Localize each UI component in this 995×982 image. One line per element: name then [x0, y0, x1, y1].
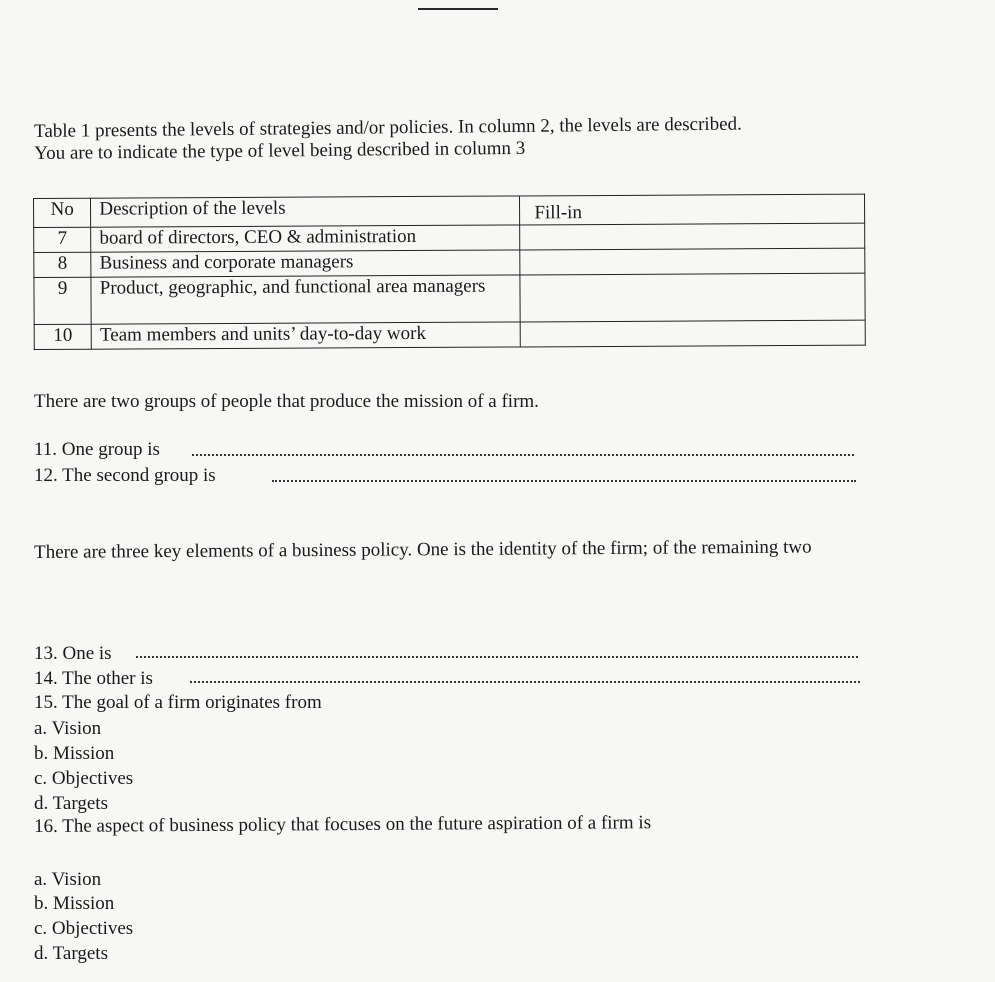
row-no: 7 — [34, 227, 91, 252]
row-no: 10 — [34, 324, 91, 349]
header-fill-in — [520, 194, 865, 225]
q16-option-b[interactable]: b. Mission — [34, 893, 115, 914]
question-11-label: 11. One group is — [34, 439, 160, 460]
table-header-row — [34, 194, 865, 227]
row-no: 9 — [34, 277, 92, 324]
header-description: Description of the levels — [91, 196, 520, 227]
table-row — [34, 273, 865, 324]
row-fill-in-cell[interactable] — [520, 223, 865, 250]
row-fill-in-cell[interactable] — [520, 320, 865, 347]
mission-statement: There are two groups of people that produce the mission of a firm. — [34, 391, 539, 412]
policy-paragraph: There are three key elements of a business policy. One is the identity of the firm; of the remaining two — [34, 536, 812, 563]
row-no: 8 — [34, 252, 91, 277]
q16-option-c[interactable]: c. Objectives — [34, 918, 134, 939]
row-description: Business and corporate managers — [91, 250, 520, 277]
q15-option-a[interactable]: a. Vision — [34, 718, 102, 739]
q15-option-c[interactable]: c. Objectives — [34, 768, 134, 789]
levels-table — [33, 194, 866, 350]
question-12-answer-line[interactable] — [272, 476, 856, 482]
intro-line-1: Table 1 presents the levels of strategies and/or policies. In column 2, the levels are described. — [34, 113, 742, 142]
q16-option-a[interactable]: a. Vision — [34, 869, 102, 890]
question-11-answer-line[interactable] — [192, 450, 854, 456]
question-12-label: 12. The second group is — [34, 465, 216, 486]
question-13-answer-line[interactable] — [136, 652, 858, 658]
row-description: Product, geographic, and functional area managers — [91, 275, 520, 324]
intro-line-2: You are to indicate the type of level being described in column 3 — [34, 137, 526, 164]
row-description: Team members and units’ day-to-day work — [91, 322, 520, 349]
header-fill-in-label: Fill-in — [534, 202, 582, 224]
question-14-label: 14. The other is — [34, 668, 153, 689]
question-16-text: 16. The aspect of business policy that focuses on the future aspiration of a firm is — [34, 812, 652, 837]
q16-option-d[interactable]: d. Targets — [34, 943, 108, 964]
row-description: board of directors, CEO & administration — [91, 225, 520, 252]
header-no: No — [34, 198, 91, 227]
question-14-answer-line[interactable] — [190, 677, 860, 683]
scan-mark — [418, 8, 498, 10]
intro-paragraph — [34, 112, 894, 165]
table-row — [34, 320, 865, 349]
question-13-label: 13. One is — [34, 643, 112, 664]
question-15-text: 15. The goal of a firm originates from — [34, 692, 322, 713]
row-fill-in-cell[interactable] — [520, 248, 865, 275]
q15-option-d[interactable]: d. Targets — [34, 793, 108, 814]
q15-option-b[interactable]: b. Mission — [34, 743, 115, 764]
row-fill-in-cell[interactable] — [520, 273, 865, 322]
